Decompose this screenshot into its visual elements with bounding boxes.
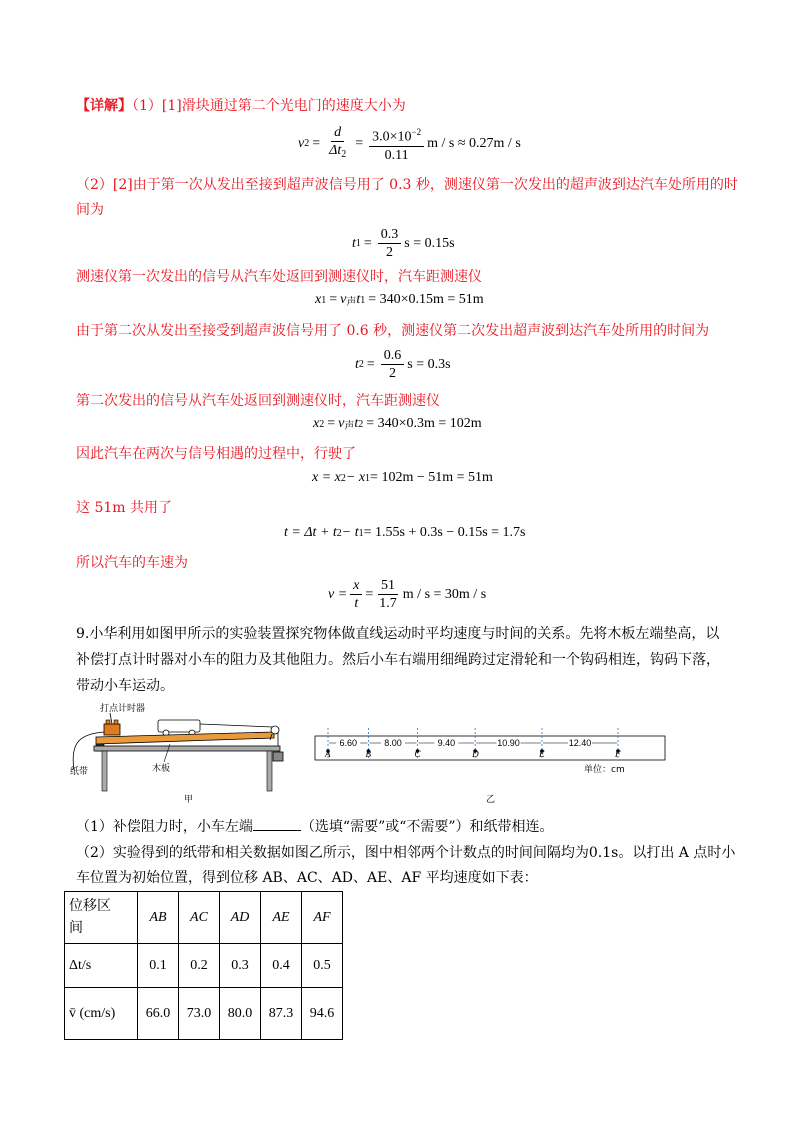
q9-line1: 9.小华利用如图甲所示的实验装置探究物体做直线运动时平均速度与时间的关系。先将木板左端垫高，以 (76, 626, 720, 642)
line4: 由于第二次从发出至接受到超声波信号用了 0.6 秒，测速仪第二次发出超声波到达汽车处所用的时间为 (76, 323, 710, 339)
eq8-eqs: = (365, 586, 374, 602)
caption-yi: 乙 (486, 795, 496, 804)
line6: 因此汽车在两次与信号相遇的过程中，行驶了 (76, 446, 356, 462)
caption-jia: 甲 (184, 795, 194, 804)
eq8-lhs: v = (328, 586, 348, 602)
eq5-lhs-sub: 2 (319, 418, 325, 430)
eq1-f2-den: 0.11 (384, 147, 409, 163)
equation-1: v 2 = $\frac{d}{\Delta t_2}$ = $\frac{3.0\times 10^{-2}}{0.11}$ m / s ≈ 0.27m / s (298, 125, 521, 163)
equation-8 (328, 577, 486, 612)
eq6-rest: = 102m − 51m = 51m (370, 470, 493, 485)
col-ad (220, 892, 261, 944)
col-ae (261, 892, 302, 944)
eq8-f2-den: 1.7 (379, 596, 397, 611)
eq2-lhs-sub: 1 (355, 238, 361, 249)
point-label: C (414, 749, 421, 759)
eq2-lhs: t (352, 235, 356, 251)
board-icon (96, 732, 274, 744)
eq3-v-sub: 声 (346, 296, 357, 308)
eq1-f2-exp: −2 (411, 127, 422, 137)
solution-part1 (76, 96, 406, 116)
eq1-lhs: v (298, 135, 305, 151)
table-cell: 66.0 (138, 988, 179, 1040)
part2-line2: 间为 (76, 202, 104, 218)
eq6-mid: − x (345, 470, 366, 485)
col-label: AD (230, 909, 250, 925)
col-ac (179, 892, 220, 944)
part1-intro: （1）[1]滑块通过第二个光电门的速度大小为 (132, 98, 406, 114)
eq5-lhs: x (313, 416, 320, 431)
eq1-f1-den: Δt (329, 143, 342, 159)
table-cell: 73.0 (179, 988, 220, 1040)
eq3-t: t (356, 292, 361, 307)
col-ab (138, 892, 179, 944)
sub1-line (76, 816, 554, 837)
part2-line1: （2）[2]由于第一次从发出至接到超声波信号用了 0.3 秒，测速仪第一次发出的超声波到达汽车处所用的时 (76, 177, 738, 193)
row2-label: v̄ (cm/s) (65, 988, 138, 1040)
eq4-lhs-sub: 2 (358, 359, 364, 370)
figure-yi (312, 724, 674, 804)
distance-label: 9.40 (437, 738, 456, 748)
eq8-f2-num: 51 (378, 577, 398, 595)
table-top (94, 746, 280, 751)
pulley-icon (271, 726, 279, 734)
equation-5: x 2 = v 声 t 2 = 340×0.3m = 102m (313, 416, 482, 432)
sub1-b: （选填“需要”或“不需要”）和纸带相连。 (300, 819, 554, 835)
eq5-v: v (338, 416, 345, 431)
distance-label: 12.40 (568, 738, 592, 748)
eq2-rest: s = 0.15s (404, 235, 455, 251)
col-label: AC (190, 909, 208, 925)
equation-4: t 2 = $\frac{0.6}{2}$ s = 0.3s (355, 348, 451, 381)
eq7-rest: = 1.55s + 0.3s − 0.15s = 1.7s (363, 525, 526, 540)
eq3-t-sub: 1 (360, 294, 366, 306)
eq8-rest: m / s = 30m / s (402, 586, 487, 602)
eq1-f1-num: d (334, 125, 342, 141)
figure-jia (66, 700, 296, 804)
eq2-frac (378, 226, 402, 261)
eq1-f1-den-sub: 2 (341, 149, 347, 161)
eq1-rest: m / s ≈ 0.27m / s (427, 135, 521, 151)
eq5-t-sub: 2 (358, 418, 364, 430)
eq5-t: t (354, 416, 359, 431)
timer-icon (104, 724, 120, 735)
header-line1: 位移区 (69, 898, 111, 914)
col-af (302, 892, 343, 944)
line8: 所以汽车的车速为 (76, 555, 188, 571)
table-cell: 80.0 (220, 988, 261, 1040)
eq1-f2-num: 3.0×10 (372, 129, 412, 145)
equation-3: x 1 = v 声 t 1 = 340×0.15m = 51m (315, 292, 484, 308)
answer-blank[interactable] (253, 816, 301, 831)
displacement-table (64, 891, 343, 1040)
eq2-num: 0.3 (378, 226, 402, 244)
header-cell (65, 892, 138, 944)
line3: 测速仪第一次发出的信号从汽车处返回到测速仪时，汽车距测速仪 (76, 269, 482, 285)
eq8-frac1 (350, 577, 362, 612)
eq2-den: 2 (386, 245, 394, 260)
table-cell: 87.3 (261, 988, 302, 1040)
eq7-b: − t (341, 525, 359, 540)
eq4-frac (381, 347, 405, 382)
point-label: A (325, 749, 331, 759)
q9-line3: 带动小车运动。 (76, 678, 174, 694)
eq1-frac2 (369, 124, 424, 164)
table-cell: 0.2 (179, 944, 220, 988)
eq3-lhs-sub: 1 (321, 294, 327, 306)
q9-line2: 补偿打点计时器对小车的阻力及其他阻力。然后小车右端用细绳跨过定滑轮和一个钩码相连，钩码下落， (76, 652, 720, 668)
eq3-rest: = 340×0.15m = 51m (368, 292, 484, 307)
sub1-a: （1）补偿阻力时，小车左端 (76, 819, 253, 835)
eq8-frac2 (376, 577, 400, 612)
table-cell: 94.6 (302, 988, 343, 1040)
point-label: D (472, 749, 479, 759)
header-line2: 间 (69, 920, 83, 936)
point-label: F (615, 749, 621, 759)
eq6-sub1: 2 (340, 472, 346, 484)
col-label: AE (272, 909, 290, 925)
tape-label: 纸带 (70, 767, 89, 777)
weight-icon (273, 752, 283, 761)
board-label: 木板 (152, 764, 171, 774)
distance-label: 8.00 (384, 738, 402, 748)
col-label: AB (149, 909, 167, 925)
table-cell: 0.1 (138, 944, 179, 988)
table-cell: 0.5 (302, 944, 343, 988)
eq7-a: t = Δt + t (284, 525, 337, 540)
solution-header: 【详解】 (76, 98, 132, 114)
eq7-sub1: 2 (336, 527, 342, 539)
eq1-frac1 (326, 124, 349, 163)
eq5-rest: = 340×0.3m = 102m (366, 416, 482, 431)
equation-6 (312, 470, 493, 486)
eq4-num: 0.6 (381, 347, 405, 365)
eq4-den: 2 (389, 366, 397, 381)
eq3-lhs: x (315, 292, 322, 307)
point-label: E (538, 749, 545, 759)
line5: 第二次发出的信号从汽车处返回到测速仪时，汽车距测速仪 (76, 393, 440, 409)
equation-2: t 1 = $\frac{0.3}{2}$ s = 0.15s (352, 227, 455, 260)
sub2-line2: 车位置为初始位置，得到位移 AB、AC、AD、AE、AF 平均速度如下表： (76, 870, 538, 886)
eq1-lhs-sub: 2 (304, 138, 310, 150)
eq7-sub2: 1 (358, 527, 364, 539)
eq6-sub2: 1 (365, 472, 371, 484)
table-cell: 0.4 (261, 944, 302, 988)
eq3-v: v (340, 292, 347, 307)
unit-label: 单位：cm (584, 765, 625, 775)
line7: 这 51m 共用了 (76, 500, 172, 516)
col-label: AF (313, 909, 331, 925)
distance-label: 10.90 (497, 738, 520, 748)
eq8-f1-den: t (354, 596, 359, 611)
eq4-lhs: t (355, 356, 359, 372)
distance-label: 6.60 (339, 738, 357, 748)
row1-label: Δt/s (65, 944, 138, 988)
eq8-f1-num: x (353, 578, 360, 593)
timer-label: 打点计时器 (100, 704, 146, 714)
equation-7 (284, 525, 526, 541)
sub2-line1: （2）实验得到的纸带和相关数据如图乙所示，图中相邻两个计数点的时间间隔均为0.1s。以打出 A 点时小 (76, 845, 736, 861)
table-cell: 0.3 (220, 944, 261, 988)
eq6-lhs: x = x (312, 470, 341, 485)
point-label: B (365, 749, 371, 759)
eq5-v-sub: 声 (344, 420, 355, 432)
eq4-rest: s = 0.3s (407, 356, 451, 372)
